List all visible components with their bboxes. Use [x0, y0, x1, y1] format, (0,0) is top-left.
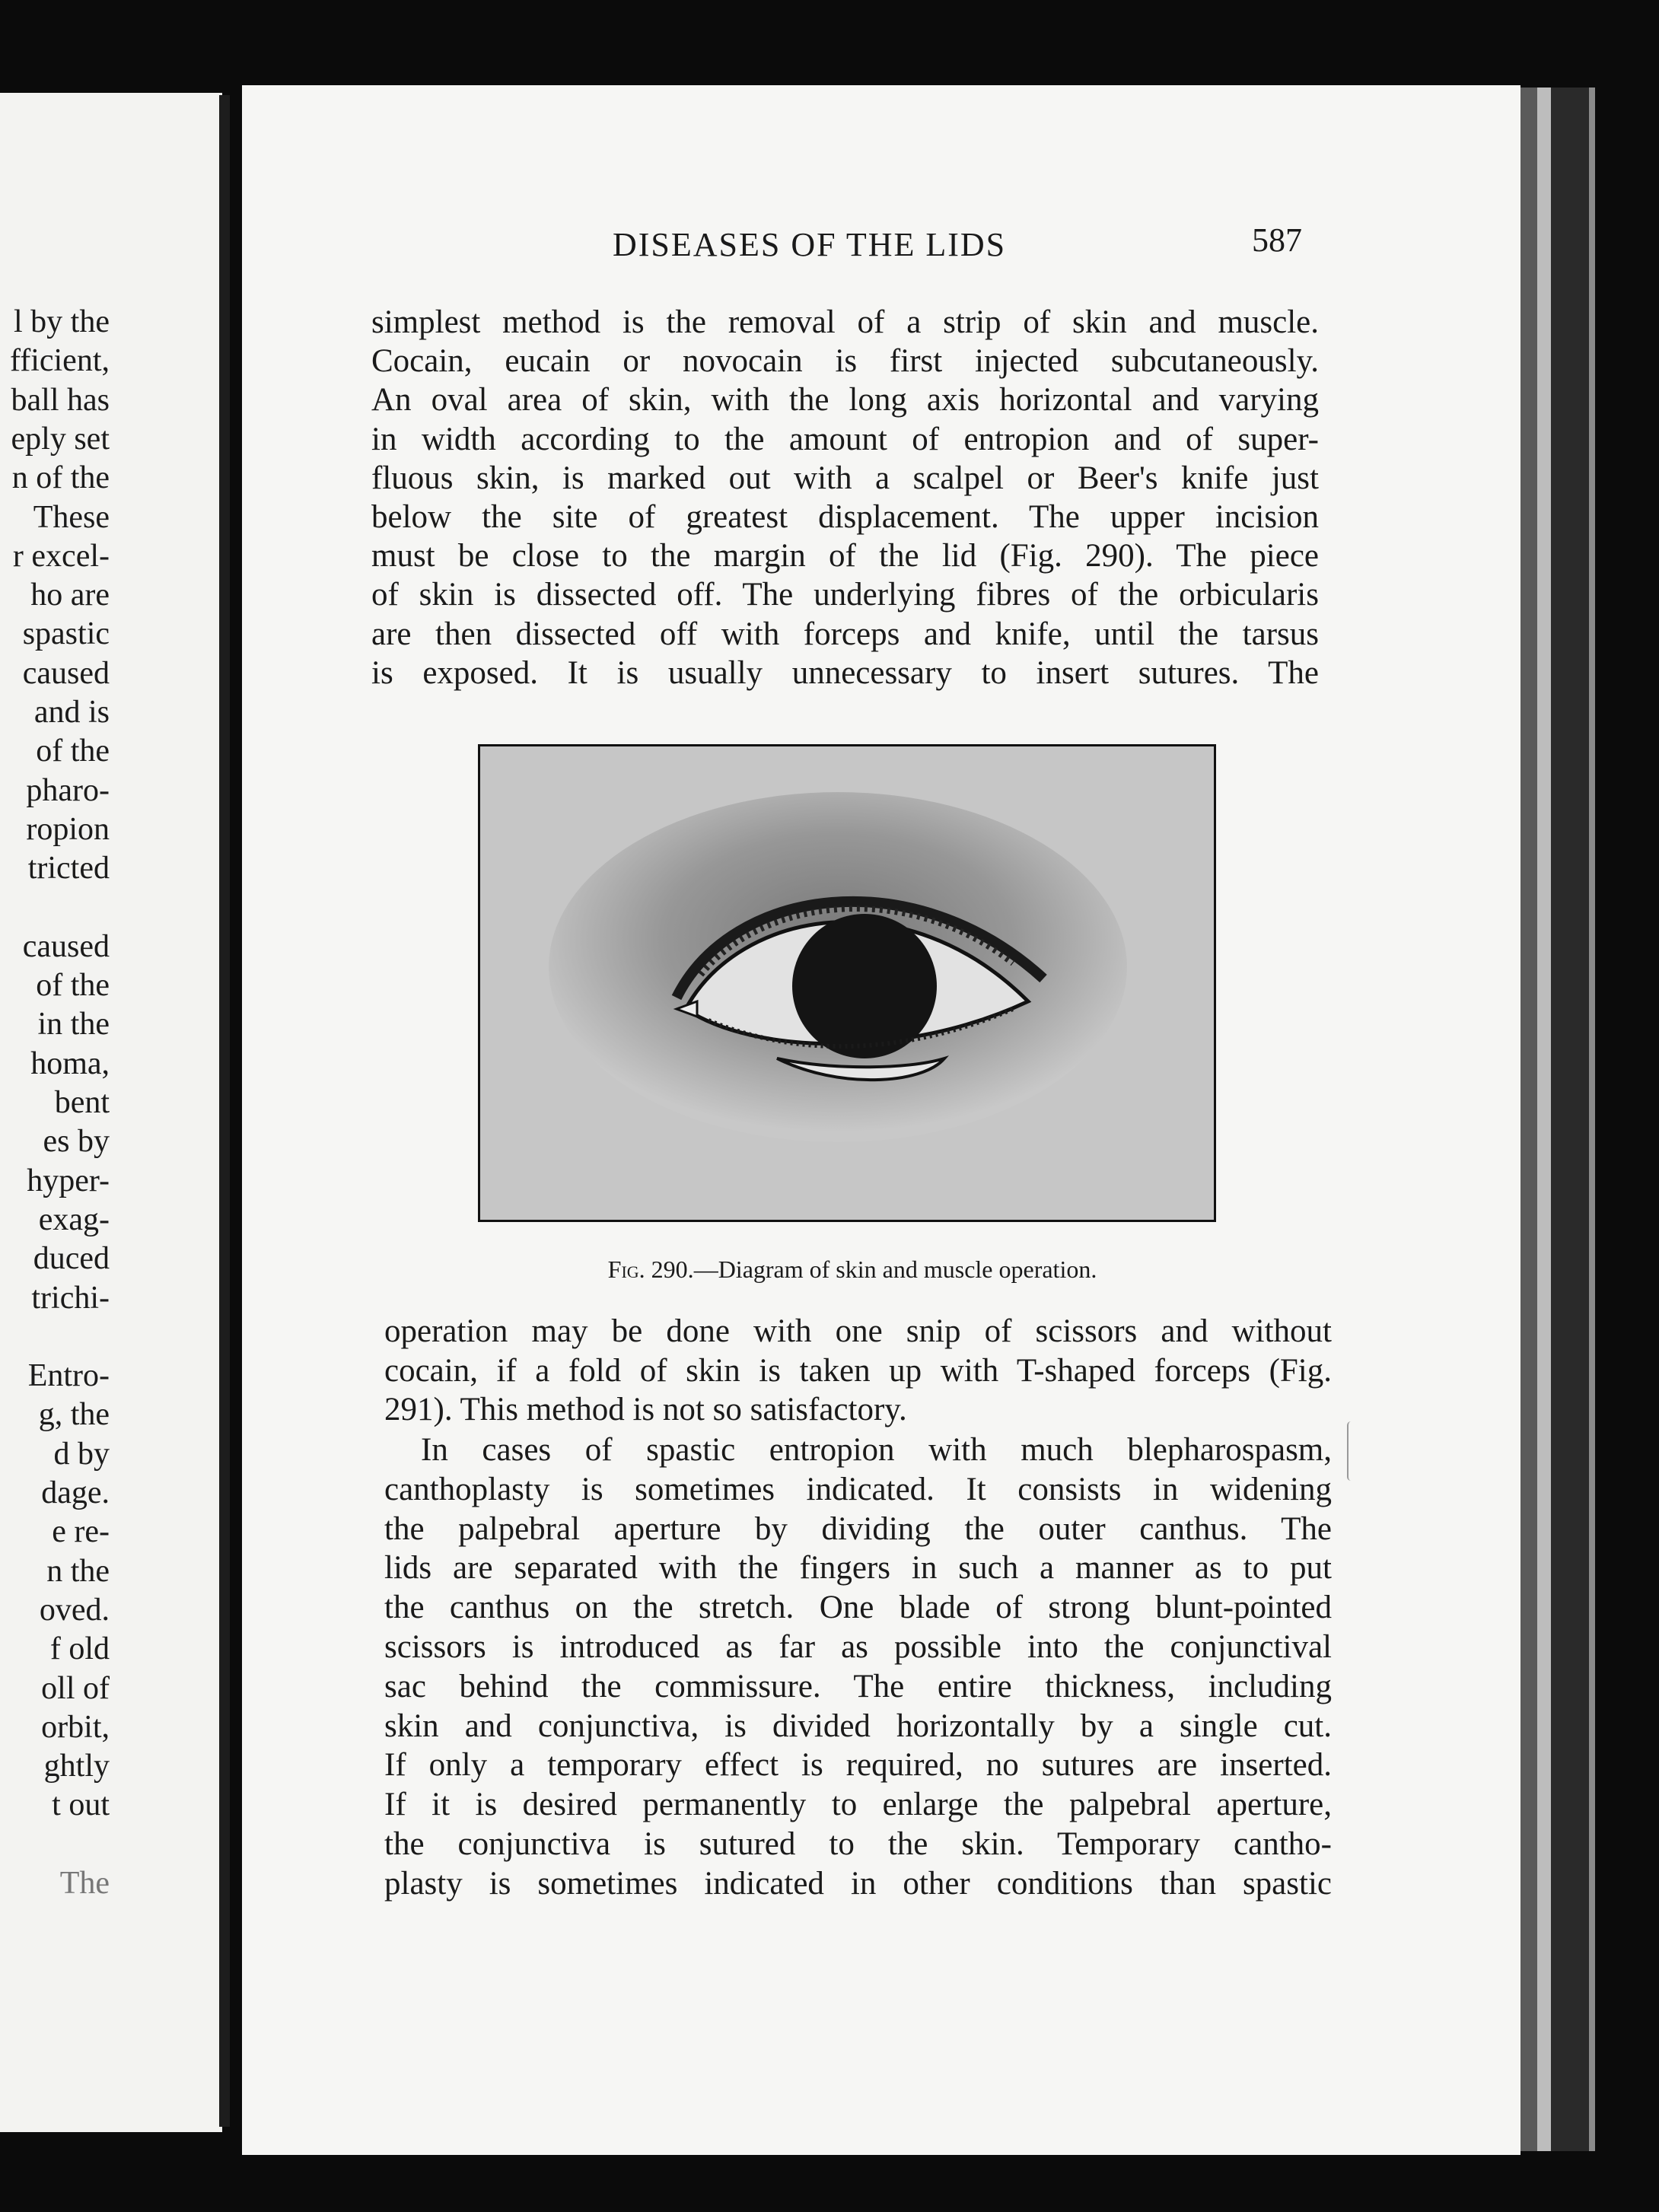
- left-page-line: r excel-: [12, 538, 110, 574]
- left-page-line: trichi-: [31, 1280, 110, 1316]
- text-line: canthoplasty is sometimes indicated. It consists in widening: [384, 1471, 1332, 1507]
- figure-caption: [510, 1254, 1195, 1284]
- text-line: the palpebral aperture by dividing the outer canthus. The: [384, 1510, 1332, 1547]
- left-page-line: caused: [22, 655, 110, 691]
- left-page-line: fficient,: [9, 343, 110, 379]
- running-header: DISEASES OF THE LIDS: [613, 226, 1007, 263]
- left-page-line: l by the: [14, 304, 110, 339]
- book-edge: [1537, 88, 1551, 2151]
- margin-mark: [1347, 1421, 1355, 1481]
- left-page-line: n the: [46, 1553, 110, 1589]
- text-line: If only a temporary effect is required, no sutures are inserted.: [384, 1747, 1332, 1784]
- text-line: simplest method is the removal of a strip of skin and muscle.: [371, 304, 1319, 340]
- page-number: 587: [1252, 221, 1302, 259]
- left-page-line: oved.: [39, 1592, 110, 1628]
- left-page-line: caused: [22, 928, 110, 964]
- text-line: below the site of greatest displacement. The upper incision: [371, 499, 1319, 535]
- book-edge: [1520, 88, 1537, 2151]
- left-page-line: and is: [33, 695, 110, 730]
- left-page-line: in the: [37, 1007, 110, 1042]
- left-page-line: n of the: [11, 460, 110, 496]
- left-page-line: of the: [36, 734, 110, 769]
- left-page-line: ghtly: [43, 1749, 110, 1784]
- left-page-line: pharo-: [26, 772, 110, 808]
- book-edge: [1589, 88, 1595, 2151]
- text-line: An oval area of skin, with the long axis horizontal and varying: [371, 382, 1319, 419]
- left-page-line: d by: [53, 1436, 110, 1472]
- left-page-line: of the: [36, 968, 110, 1004]
- left-page-line: tricted: [27, 851, 110, 886]
- left-page-line: homa,: [30, 1046, 110, 1081]
- text-line: are then dissected off with forceps and knife, until the tarsus: [371, 616, 1319, 652]
- left-page-line: oll of: [41, 1670, 110, 1706]
- text-line: of skin is dissected off. The underlying fibres of the orbicularis: [371, 577, 1319, 613]
- left-page-line: ho are: [30, 578, 110, 613]
- text-line: operation may be done with one snip of scissors and without: [384, 1313, 1332, 1349]
- left-page: [0, 93, 222, 2132]
- left-page-line: spastic: [22, 616, 110, 652]
- figure-290-eye-diagram: [478, 744, 1216, 1222]
- text-line: cocain, if a fold of skin is taken up with T-shaped forceps (Fig.: [384, 1352, 1332, 1389]
- text-line: skin and conjunctiva, is divided horizontally by a single cut.: [384, 1708, 1332, 1744]
- left-page-line: Entro-: [27, 1358, 110, 1394]
- left-page-line: orbit,: [41, 1709, 110, 1745]
- left-page-line: t out: [52, 1787, 110, 1823]
- figure-caption-text: —Diagram of skin and muscle operation.: [693, 1256, 1097, 1283]
- text-line: the conjunctiva is sutured to the skin. Temporary cantho-: [384, 1826, 1332, 1862]
- text-line: fluous skin, is marked out with a scalpel or Beer's knife just: [371, 460, 1319, 496]
- left-page-line: g, the: [38, 1397, 110, 1433]
- text-line: sac behind the commissure. The entire thickness, including: [384, 1668, 1332, 1704]
- left-page-line: ball has: [11, 382, 110, 418]
- book-edge: [1551, 88, 1589, 2151]
- left-page-line: duced: [33, 1241, 110, 1277]
- text-line: Cocain, eucain or novocain is first injected subcutaneously.: [371, 343, 1319, 380]
- text-line: In cases of spastic entropion with much blepharospasm,: [421, 1432, 1332, 1468]
- text-line: must be close to the margin of the lid (Fig. 290). The piece: [371, 538, 1319, 574]
- text-line: 291). This method is not so satisfactory.: [384, 1392, 907, 1427]
- figure-label: Fig. 290.: [607, 1256, 694, 1283]
- text-line: lids are separated with the fingers in such a manner as to put: [384, 1550, 1332, 1587]
- page-gutter: [219, 95, 230, 2127]
- left-page-line: These: [33, 499, 110, 535]
- left-page-line: bent: [54, 1085, 110, 1120]
- left-page-line: hyper-: [27, 1163, 110, 1198]
- left-page-line: f old: [49, 1631, 110, 1667]
- text-line: in width according to the amount of entropion and of super-: [371, 421, 1319, 457]
- text-line: is exposed. It is usually unnecessary to insert sutures. The: [371, 654, 1319, 691]
- left-page-line: es by: [43, 1124, 110, 1160]
- left-page-line: e re-: [52, 1514, 110, 1550]
- text-line: plasty is sometimes indicated in other conditions than spastic: [384, 1865, 1332, 1902]
- text-line: If it is desired permanently to enlarge the palpebral aperture,: [384, 1787, 1332, 1823]
- left-page-line: dage.: [41, 1475, 110, 1510]
- left-page-line: ropion: [26, 811, 110, 847]
- text-line: the canthus on the stretch. One blade of strong blunt-pointed: [384, 1590, 1332, 1626]
- text-line: scissors is introduced as far as possible into the conjunctival: [384, 1629, 1332, 1665]
- left-page-line: eply set: [11, 421, 110, 457]
- left-page-line: exag-: [38, 1201, 110, 1237]
- left-page-line: The: [59, 1866, 110, 1901]
